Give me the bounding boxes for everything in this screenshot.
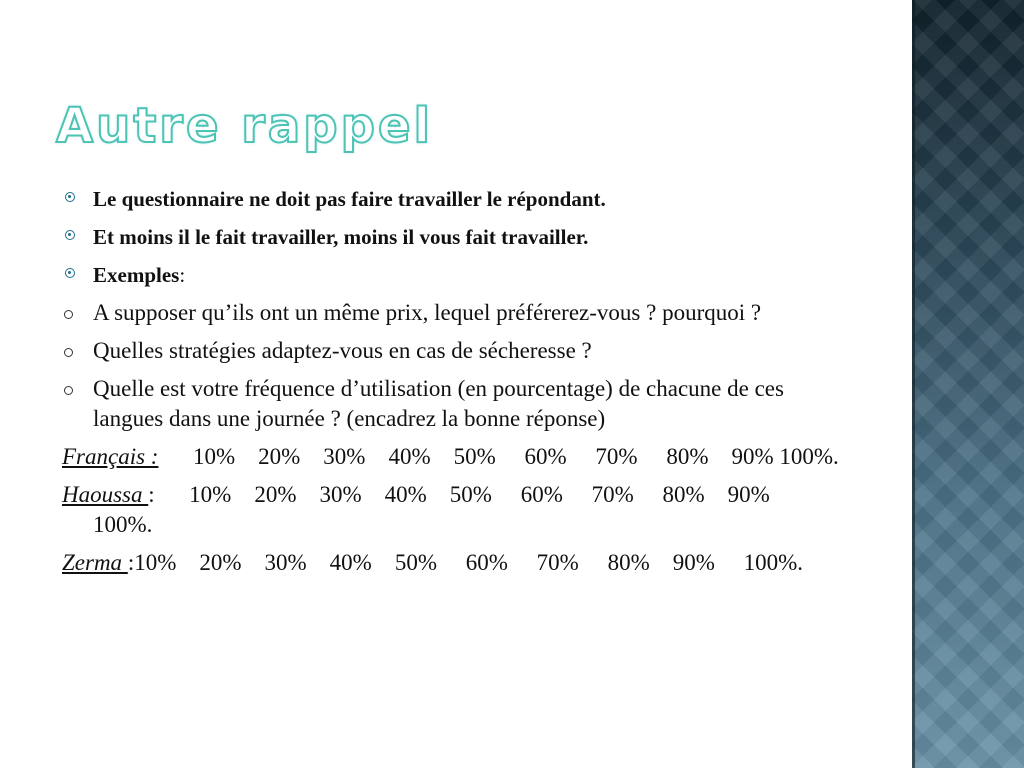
language-label-haoussa: Haoussa <box>62 482 149 507</box>
language-label-zerma: Zerma <box>62 550 128 575</box>
target-bullet-icon <box>65 230 75 240</box>
sub-bullet-item <box>62 298 852 328</box>
circle-bullet-icon <box>64 386 73 395</box>
language-frequency-values: : 10% 20% 30% 40% 50% 60% 70% 80% 90% 100%. <box>93 482 799 537</box>
sub-bullet-item <box>62 374 852 434</box>
language-frequency-values: :10% 20% 30% 40% 50% 60% 70% 80% 90% 100%. <box>127 550 804 575</box>
language-frequency-values: 10% 20% 30% 40% 50% 60% 70% 80% 90% 100%. <box>158 444 839 469</box>
bullet-suffix: : <box>179 263 186 287</box>
sub-bullet-text: A supposer qu’ils ont un même prix, lequel préférerez-vous ? pourquoi ? <box>93 300 762 325</box>
bullet-item <box>62 184 852 214</box>
language-frequency-line <box>62 480 852 540</box>
sub-bullet-item <box>62 336 852 366</box>
target-bullet-icon <box>65 192 75 202</box>
language-frequency-line <box>62 548 852 578</box>
side-decorative-band <box>912 0 1024 768</box>
language-frequency-line <box>62 442 852 472</box>
circle-bullet-icon <box>64 310 73 319</box>
slide-title: Autre rappel <box>56 98 433 154</box>
language-label-francais: Français : <box>62 444 159 469</box>
target-bullet-icon <box>65 268 75 278</box>
sub-bullet-text: Quelle est votre fréquence d’utilisation (en pourcentage) de chacune de ces langues dans une journée ? (encadrez la bonne réponse) <box>93 376 784 431</box>
bullet-item <box>62 222 852 252</box>
sub-bullet-text: Quelles stratégies adaptez-vous en cas de sécheresse ? <box>93 338 592 363</box>
bullet-text: Exemples <box>93 263 180 287</box>
circle-bullet-icon <box>64 348 73 357</box>
bullet-item <box>62 260 852 290</box>
bullet-text: Le questionnaire ne doit pas faire travailler le répondant. <box>93 187 606 211</box>
slide-content <box>62 184 852 586</box>
bullet-text: Et moins il le fait travailler, moins il vous fait travailler. <box>93 225 589 249</box>
